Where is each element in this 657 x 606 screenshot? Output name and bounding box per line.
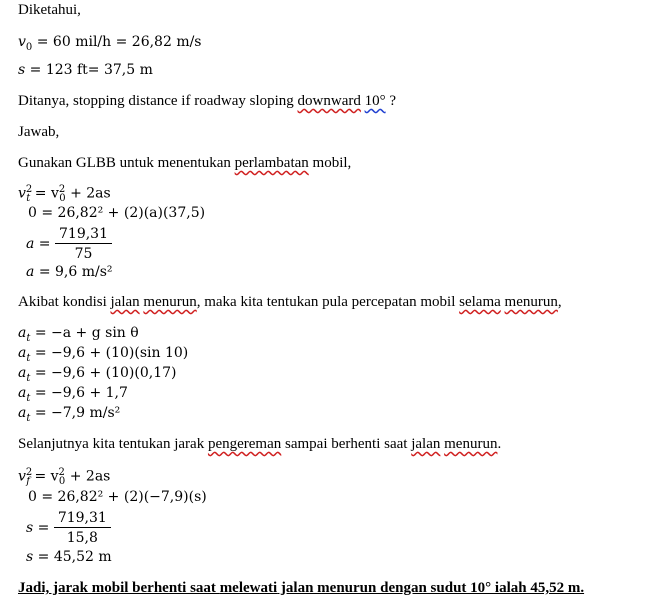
fraction-1: $\frac{719,31}{75}$ [55,226,112,262]
eq-a-fraction: a = $\frac{719,31}{75}$ [26,226,112,262]
spell-word-downward: downward [297,93,361,109]
eq-at-1: $a_t = -a + g$ sin θ [18,325,139,344]
eq-substitution-1: 0 = 26,82² + (2)(a)(37,5) [28,205,206,221]
eq-vf-squared: $v^2_f = v^2_0 + 2as$ [18,467,111,488]
fraction-2: $\frac{719,31}{15,8}$ [54,510,111,546]
eq-at-3: $a_t = -9,6 + (10)(0,17)$ [18,365,177,384]
eq-a-result: a = 9,6 m/s² [26,264,113,280]
glbb-line: Gunakan GLBB untuk menentukan perlambatan mobil, [18,155,352,171]
eq-substitution-2: 0 = 26,82² + (2)(−7,9)(s) [28,489,207,505]
answer-heading: Jawab, [18,124,60,140]
eq-s-result: s = 45,52 m [26,549,112,565]
eq-vt-squared: $v^2_t = v^2_0 + 2as$ [18,184,111,205]
selanjutnya-line: Selanjutnya kita tentukan jarak pengereman sampai berhenti saat jalan menurun. [18,436,502,452]
initial-velocity-line: $v_0 = 60$ mil/h = 26,82 m/s [18,34,202,53]
akibat-line: Akibat kondisi jalan menurun, maka kita tentukan pula percepatan mobil selama menurun, [18,294,562,310]
question-line: Ditanya, stopping distance if roadway sloping downward 10° ? [18,93,397,109]
eq-at-4: $a_t = -9,6 + 1,7$ [18,385,128,404]
conclusion-line: Jadi, jarak mobil berhenti saat melewati jalan menurun dengan sudut 10° ialah 45,52 m. [18,580,585,596]
eq-at-5: $a_t = -7,9$ m/s² [18,405,121,424]
given-heading: Diketahui, [18,2,81,18]
distance-line: s = 123 ft= 37,5 m [18,62,153,78]
eq-s-fraction: s = $\frac{719,31}{15,8}$ [26,510,111,546]
eq-at-2: $a_t = -9,6 + (10)(\sin$ 10) [18,345,189,364]
